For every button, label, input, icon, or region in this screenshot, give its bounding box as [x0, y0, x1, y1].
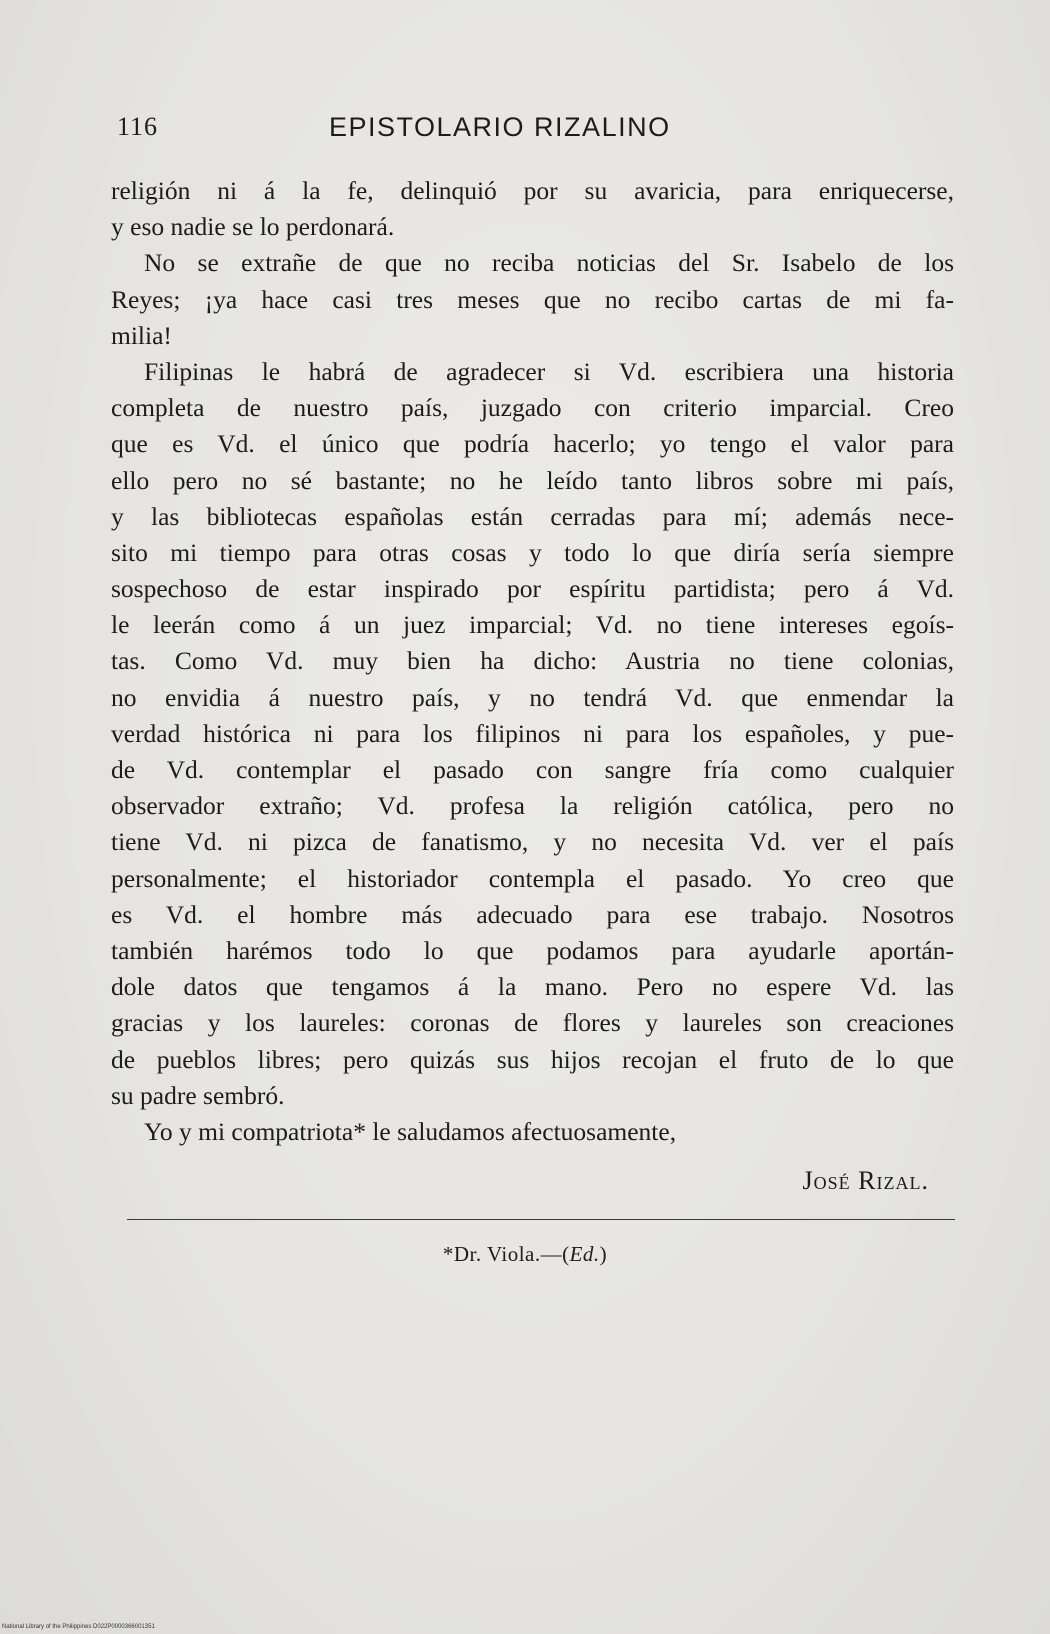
signature: José Rizal. [802, 1166, 929, 1195]
text-line: verdad histórica ni para los filipinos ni para los españoles, y pue- [111, 718, 954, 748]
letter-body [111, 173, 954, 1150]
page-header [117, 112, 955, 152]
text-line: gracias y los laureles: coronas de flores y laureles son creaciones [111, 1008, 954, 1038]
text-line: milia! [111, 320, 172, 350]
text-line: completa de nuestro país, juzgado con criterio imparcial. Creo [111, 393, 954, 423]
footnote-rule [127, 1219, 955, 1220]
text-line: sito mi tiempo para otras cosas y todo lo que diría sería siempre [111, 537, 954, 567]
text-line: dole datos que tengamos á la mano. Pero no espere Vd. las [111, 972, 954, 1002]
text-line: y eso nadie se lo perdonará. [111, 212, 395, 242]
text-line: Yo y mi compatriota* le saludamos afectuosamente, [144, 1116, 677, 1146]
text-line: Reyes; ¡ya hace casi tres meses que no recibo cartas de mi fa- [111, 284, 954, 314]
text-line: también harémos todo lo que podamos para ayudarle aportán- [111, 935, 954, 965]
text-line: Filipinas le habrá de agradecer si Vd. escribiera una historia [144, 356, 954, 386]
text-line: le leerán como á un juez imparcial; Vd. no tiene intereses egoís- [111, 610, 954, 640]
text-line: observador extraño; Vd. profesa la religión católica, pero no [111, 791, 954, 821]
running-title: EPISTOLARIO RIZALINO [329, 112, 671, 142]
footnote-close: ) [599, 1242, 608, 1266]
text-line: tas. Como Vd. muy bien ha dicho: Austria no tiene colonias, [111, 646, 954, 676]
page-number: 116 [117, 112, 159, 141]
text-line: tiene Vd. ni pizca de fanatismo, y no necesita Vd. ver el país [111, 827, 954, 857]
text-line: religión ni á la fe, delinquió por su avaricia, para enriquecerse, [111, 176, 954, 205]
text-line: de Vd. contemplar el pasado con sangre fría como cualquier [111, 755, 954, 784]
text-line: su padre sembró. [111, 1080, 285, 1110]
text-line: y las bibliotecas españolas están cerradas para mí; además nece- [111, 501, 954, 531]
footnote-text: *Dr. Viola.—( [442, 1242, 570, 1266]
text-line: es Vd. el hombre más adecuado para ese trabajo. Nosotros [111, 899, 954, 929]
text-line: personalmente; el historiador contempla el pasado. Yo creo que [111, 863, 954, 893]
text-line: sospechoso de estar inspirado por espíritu partidista; pero á Vd. [111, 574, 954, 604]
text-line: No se extrañe de que no reciba noticias del Sr. Isabelo de los [144, 248, 954, 278]
text-line: ello pero no sé bastante; no he leído tanto libros sobre mi país, [111, 465, 954, 495]
text-line: de pueblos libres; pero quizás sus hijos recojan el fruto de lo que [111, 1044, 954, 1074]
text-line: no envidia á nuestro país, y no tendrá Vd. que enmendar la [111, 682, 954, 712]
library-stamp: National Library of the Philippines D022P0000366001351 [2, 1624, 155, 1630]
footnote-editor: Ed. [569, 1242, 600, 1266]
footnote [0, 1242, 1050, 1267]
text-line: que es Vd. el único que podría hacerlo; yo tengo el valor para [111, 429, 954, 459]
